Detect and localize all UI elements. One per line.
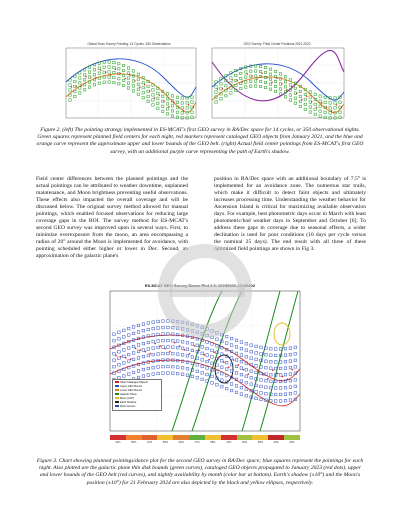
geo-object-marker: [316, 107, 317, 108]
geo-object-marker: [247, 73, 248, 74]
geo-object-marker: [222, 88, 223, 89]
geo-object-marker: [178, 107, 179, 108]
geo-object-marker: [336, 104, 337, 105]
colorbar-segment: [284, 435, 300, 440]
cataloged-geo-dot: [184, 349, 186, 351]
cataloged-geo-dot: [248, 373, 250, 375]
figure-2-left-panel: [58, 42, 200, 124]
figure-2: [58, 42, 348, 124]
colorbar-label: 40%: [273, 441, 279, 444]
geo-object-marker: [217, 88, 218, 89]
cataloged-geo-dot: [267, 378, 269, 380]
figure-2-left-title: Global Scan Survey Pointing: 14 Cycles, 350 Observations: [87, 42, 171, 46]
geo-object-marker: [71, 86, 72, 87]
colorbar-segment: [237, 435, 253, 440]
colorbar-segment: [126, 435, 142, 440]
geo-object-marker: [311, 101, 312, 102]
body-left-column: [36, 176, 188, 260]
cataloged-geo-dot: [194, 345, 196, 347]
legend-label: Lower GEO Bound: [120, 389, 142, 392]
geo-object-marker: [276, 78, 277, 79]
geo-object-marker: [115, 69, 116, 70]
geo-object-marker: [286, 89, 287, 90]
geo-object-marker: [173, 102, 174, 103]
legend-swatch: [115, 393, 119, 395]
legend-item: [115, 405, 159, 409]
geo-object-marker: [134, 80, 135, 81]
geo-object-marker: [159, 95, 160, 96]
colorbar-label: 58%: [162, 441, 168, 444]
cataloged-geo-dot: [115, 355, 117, 357]
geo-object-marker: [124, 78, 125, 79]
cataloged-geo-dot: [297, 371, 299, 373]
geo-object-marker: [232, 79, 233, 80]
colorbar-segment: [268, 435, 284, 440]
legend-label: Galactic Plane: [120, 393, 137, 396]
colorbar-segment: [173, 435, 189, 440]
geo-object-marker: [341, 107, 342, 108]
legend-swatch: [115, 385, 119, 387]
geo-object-marker: [120, 73, 121, 74]
figure-2-left-plot: [58, 42, 200, 124]
legend-label: Field Centers: [120, 405, 136, 408]
cataloged-geo-dot: [164, 348, 166, 350]
figure-3-title: ES-MCAT GEO Survey Dance Plot 2.0: 20230406-20240402: [144, 283, 256, 288]
cataloged-geo-dot: [282, 376, 284, 378]
cataloged-geo-dot: [199, 349, 201, 351]
figure-2-right-plot: [206, 42, 348, 124]
geo-object-marker: [237, 80, 238, 81]
colorbar-segment: [189, 435, 205, 440]
geo-object-marker: [291, 86, 292, 87]
figure-3-caption: Figure 3. Chart showing planned pointings/dance plot for the second GEO survey in RA/Dec space; blue squares represent the pointings for each night. Also plotted are the galactic plane thin disk bounds (green curves), cataloged GEO objects propagated to January 2023 (red dots), upper and lower bounds of the GEO belt (red curves), and nightly availability by month (color bar at bottom). Earth's shadow (±10°) and the Moon's position (±10°) for 21 February 2024 are also depicted by the black and yellow ellipses, respectively.: [36, 458, 364, 486]
figure-2-caption: Figure 2. (left) The pointing strategy implemented in ES-MCAT's first GEO survey in RA/Dec space for 14 cycles, or 350 observational nights. Green squares represent planned field centers for each night, red markers represent cataloged GEO objects from January 2021, and the blue and orange curve represent the approximate upper and lower bounds of the GEO belt. (right) Actual field center pointings from ES-MCAT's first GEO survey, with an additional purple curve representing the path of Earth's shadow.: [36, 127, 364, 155]
availability-colorbar-labels: [110, 441, 300, 446]
geo-object-marker: [110, 74, 111, 75]
colorbar-label: 52%: [178, 441, 184, 444]
colorbar-label: 58%: [257, 441, 263, 444]
geo-object-marker: [252, 76, 253, 77]
figure-3-legend: [112, 379, 162, 411]
geo-object-marker: [76, 86, 77, 87]
cataloged-geo-dot: [228, 366, 230, 368]
geo-object-marker: [321, 102, 322, 103]
colorbar-label: 77%: [194, 441, 200, 444]
geo-object-marker: [168, 106, 169, 107]
geo-object-marker: [306, 96, 307, 97]
body-right-text: position in RA/Dec space with an additional boundary of 7.5° is implemented for an avoidance zone. The numerous star trails, which make it difficult to detect faint objects and ultimately increases processing time. Understanding the weather behavior for Ascension Island is critical for maximizing available observation days. For example, best photometric days occur in March with least photometric/bad weather days in September and October [6]. To address these gaps in coverage due to seasonal effects, a wider declination is used for poor conditions (10 days per cycle versus the nominal 25 days). The end result with all three of these optimized field pointings are shown in Fig 3.: [214, 176, 366, 252]
geo-object-marker: [81, 85, 82, 86]
colorbar-label: 47%: [146, 441, 153, 444]
cataloged-geo-dot: [223, 361, 225, 363]
cataloged-geo-dot: [154, 343, 156, 345]
cataloged-geo-dot: [292, 369, 294, 371]
colorbar-segment: [142, 435, 158, 440]
legend-swatch: [115, 405, 119, 407]
cataloged-geo-dot: [277, 373, 279, 375]
cataloged-geo-dot: [243, 369, 245, 371]
figure-2-right-title: GEO Survey: Field Center Positions 2021-2022: [243, 42, 311, 46]
cataloged-geo-dot: [218, 356, 220, 358]
legend-label: Upper GEO Bound: [120, 385, 142, 388]
geo-object-marker: [85, 76, 86, 77]
geo-object-marker: [144, 84, 145, 85]
legend-swatch: [115, 397, 119, 399]
geo-object-marker: [242, 81, 243, 82]
body-left-text: Field center differences between the planned pointings and the actual pointings can be attributed to weather downtime, unplanned maintenance, and Moon brightness preventing useful observations. These effects also impacted the overall coverage and will be discussed below. The original survey method allowed for manual pointings, which enabled focused observations for reducing large coverage gaps in the ROI. The survey method for ES-MCAT's second GEO survey was improved upon in several ways. First, to minimize overexposure from the moon, an area encompassing a radius of 20° around the Moon is implemented for avoidance, with pointing scheduled either higher or lower in Dec. Second, an approximation of the galactic plane's: [36, 176, 188, 259]
figure-2-right-panel: [206, 42, 348, 124]
cataloged-geo-dot: [238, 364, 240, 366]
geo-object-marker: [227, 88, 228, 89]
cataloged-geo-dot: [203, 354, 205, 356]
cataloged-geo-dot: [130, 358, 132, 360]
geo-object-marker: [331, 110, 332, 111]
cataloged-geo-dot: [233, 359, 235, 361]
colorbar-segment: [157, 435, 173, 440]
colorbar-label: 55%: [131, 441, 137, 444]
geo-object-marker: [266, 77, 267, 78]
cataloged-geo-dot: [140, 349, 142, 351]
geo-object-marker: [301, 99, 302, 100]
geo-object-marker: [90, 76, 91, 77]
geo-object-marker: [296, 93, 297, 94]
cataloged-geo-dot: [179, 345, 181, 347]
geo-object-marker: [164, 101, 165, 102]
colorbar-label: 62%: [289, 441, 295, 444]
geo-object-marker: [154, 97, 155, 98]
colorbar-label: 62%: [241, 441, 248, 444]
cataloged-geo-dot: [272, 369, 274, 371]
geo-object-marker: [183, 110, 184, 111]
cataloged-geo-dot: [145, 351, 147, 353]
geo-object-marker: [188, 104, 189, 105]
cataloged-geo-dot: [159, 345, 161, 347]
legend-label: Moon (±20°): [120, 397, 135, 400]
geo-object-marker: [105, 72, 106, 73]
cataloged-geo-dot: [169, 351, 171, 353]
cataloged-geo-dot: [150, 353, 152, 355]
cataloged-geo-dot: [213, 352, 215, 354]
cataloged-geo-dot: [120, 356, 122, 358]
legend-label: Earth Shadow: [120, 401, 137, 404]
cataloged-geo-dot: [135, 348, 137, 350]
geo-object-marker: [261, 73, 262, 74]
figure-3: [92, 283, 308, 455]
cataloged-geo-dot: [174, 342, 176, 344]
legend-label: GEO Cataloged Objects: [120, 381, 148, 384]
cataloged-geo-dot: [252, 366, 254, 368]
legend-swatch: [115, 401, 119, 403]
geo-object-marker: [193, 106, 194, 107]
cataloged-geo-dot: [208, 359, 210, 361]
cataloged-geo-dot: [287, 378, 289, 380]
legend-swatch: [115, 389, 119, 391]
cataloged-geo-dot: [189, 353, 191, 355]
geo-object-marker: [281, 83, 282, 84]
colorbar-segment: [205, 435, 221, 440]
cataloged-geo-dot: [257, 370, 259, 372]
geo-object-marker: [256, 78, 257, 79]
geo-object-marker: [95, 77, 96, 78]
availability-colorbar: [110, 435, 300, 440]
cataloged-geo-dot: [262, 374, 264, 376]
geo-object-marker: [129, 74, 130, 75]
geo-object-marker: [326, 107, 327, 108]
colorbar-label: 41%: [226, 441, 232, 444]
colorbar-segment: [110, 435, 126, 440]
figure-3-plot: [92, 289, 308, 439]
geo-object-marker: [149, 91, 150, 92]
geo-object-marker: [100, 69, 101, 70]
cataloged-geo-dot: [125, 357, 127, 359]
geo-object-marker: [271, 81, 272, 82]
colorbar-label: 58%: [210, 441, 216, 444]
colorbar-segment: [221, 435, 237, 440]
colorbar-segment: [252, 435, 268, 440]
geo-object-marker: [139, 87, 140, 88]
colorbar-label: 42%: [115, 441, 121, 444]
legend-swatch: [115, 381, 119, 383]
body-right-column: [214, 176, 366, 253]
